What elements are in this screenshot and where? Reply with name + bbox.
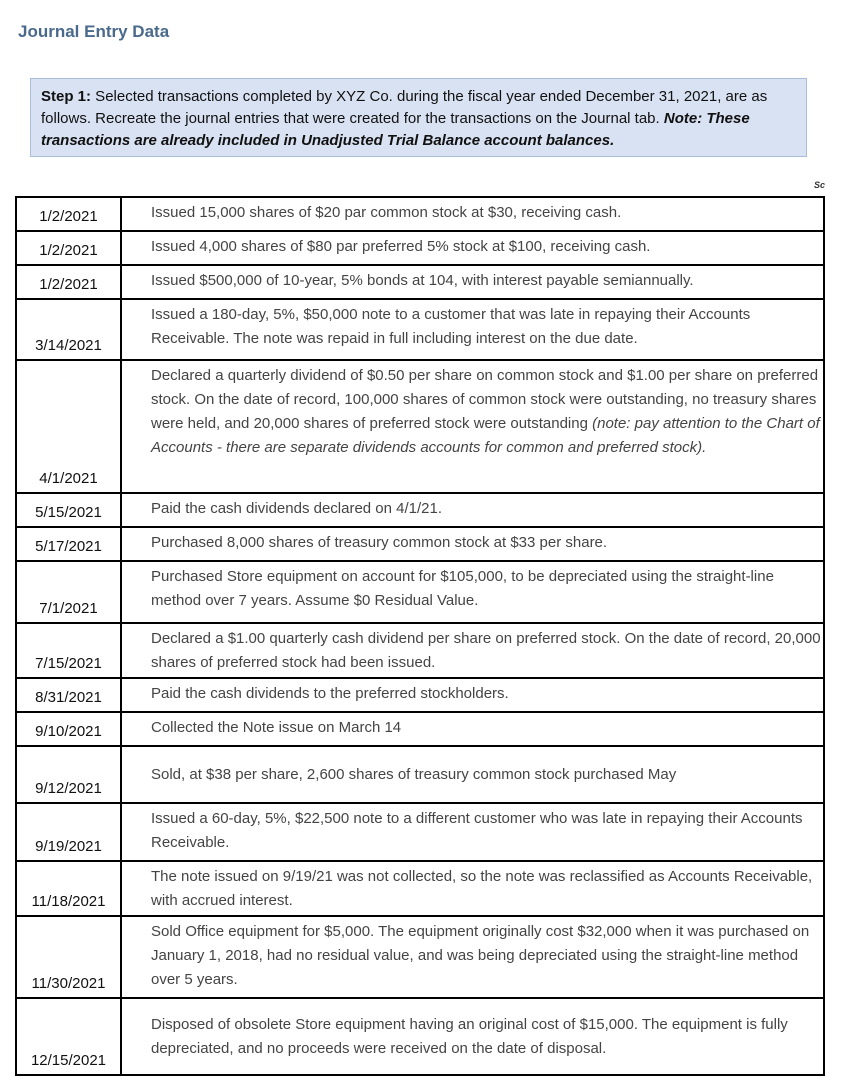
table-row bbox=[16, 360, 824, 493]
table-row bbox=[16, 493, 824, 527]
transaction-date: 9/19/2021 bbox=[16, 803, 121, 861]
step-label: Step 1: bbox=[41, 88, 92, 105]
transactions-table bbox=[15, 196, 825, 1076]
transaction-description: Issued a 60-day, 5%, $22,500 note to a different customer who was late in repaying their Accounts Receivable. bbox=[121, 803, 824, 861]
transaction-date: 1/2/2021 bbox=[16, 197, 121, 231]
transaction-date: 7/15/2021 bbox=[16, 623, 121, 678]
table-row bbox=[16, 916, 824, 998]
step-text: Selected transactions completed by XYZ Co. during the fiscal year ended December 31, 2021, are as follows. Recreate the journal entries that were created for the transactions on the Journal tab. bbox=[41, 88, 768, 127]
transaction-date: 11/30/2021 bbox=[16, 916, 121, 998]
table-row bbox=[16, 265, 824, 299]
table-row bbox=[16, 861, 824, 916]
transaction-description: Issued 4,000 shares of $80 par preferred 5% stock at $100, receiving cash. bbox=[121, 231, 824, 265]
table-row bbox=[16, 678, 824, 712]
table-row bbox=[16, 803, 824, 861]
transaction-date: 7/1/2021 bbox=[16, 561, 121, 623]
page-title: Journal Entry Data bbox=[18, 22, 170, 41]
clipped-column-header: Sc bbox=[814, 180, 826, 190]
table-row bbox=[16, 623, 824, 678]
table-row bbox=[16, 746, 824, 803]
table-row bbox=[16, 197, 824, 231]
dividend-note: (note: pay attention to the Chart of Accounts - there are separate dividends accounts for common and preferred stock). bbox=[151, 415, 820, 456]
transaction-description: Paid the cash dividends declared on 4/1/21. bbox=[121, 493, 824, 527]
transaction-description: Purchased Store equipment on account for $105,000, to be depreciated using the straight-line method over 7 years. Assume $0 Residual Value. bbox=[121, 561, 824, 623]
step-instructions-box bbox=[30, 78, 807, 157]
table-row bbox=[16, 299, 824, 360]
transaction-date: 9/10/2021 bbox=[16, 712, 121, 746]
table-row bbox=[16, 998, 824, 1075]
transaction-description: The note issued on 9/19/21 was not collected, so the note was reclassified as Accounts Receivable, with accrued interest. bbox=[121, 861, 824, 916]
transaction-date: 5/17/2021 bbox=[16, 527, 121, 561]
transaction-description bbox=[121, 360, 824, 493]
transaction-description: Collected the Note issue on March 14 bbox=[121, 712, 824, 746]
transaction-description: Issued a 180-day, 5%, $50,000 note to a customer that was late in repaying their Accounts Receivable. The note was repaid in full including interest on the due date. bbox=[121, 299, 824, 360]
transaction-date: 12/15/2021 bbox=[16, 998, 121, 1075]
transaction-description: Issued $500,000 of 10-year, 5% bonds at 104, with interest payable semiannually. bbox=[121, 265, 824, 299]
table-row bbox=[16, 527, 824, 561]
transaction-date: 11/18/2021 bbox=[16, 861, 121, 916]
step-note: Note: These transactions are already included in Unadjusted Trial Balance account balances. bbox=[41, 110, 750, 149]
transaction-date: 1/2/2021 bbox=[16, 265, 121, 299]
transaction-date: 9/12/2021 bbox=[16, 746, 121, 803]
transaction-description: Sold, at $38 per share, 2,600 shares of treasury common stock purchased May bbox=[121, 746, 824, 803]
transaction-date: 5/15/2021 bbox=[16, 493, 121, 527]
dividend-description-text: Declared a quarterly dividend of $0.50 per share on common stock and $1.00 per share on preferred stock. On the date of record, 100,000 shares of common stock were outstanding, no treasury shares were held, and 20,000 shares of preferred stock were outstanding bbox=[151, 367, 819, 432]
transaction-date: 4/1/2021 bbox=[16, 360, 121, 493]
transaction-description: Purchased 8,000 shares of treasury common stock at $33 per share. bbox=[121, 527, 824, 561]
transaction-description: Declared a $1.00 quarterly cash dividend per share on preferred stock. On the date of record, 20,000 shares of preferred stock had been issued. bbox=[121, 623, 824, 678]
transaction-description: Paid the cash dividends to the preferred stockholders. bbox=[121, 678, 824, 712]
table-row bbox=[16, 561, 824, 623]
table-row bbox=[16, 231, 824, 265]
transaction-description: Disposed of obsolete Store equipment having an original cost of $15,000. The equipment is fully depreciated, and no proceeds were received on the date of disposal. bbox=[121, 998, 824, 1075]
transaction-date: 3/14/2021 bbox=[16, 299, 121, 360]
transaction-date: 1/2/2021 bbox=[16, 231, 121, 265]
transaction-description: Sold Office equipment for $5,000. The equipment originally cost $32,000 when it was purchased on January 1, 2018, had no residual value, and was being depreciated using the straight-line method over 5 years. bbox=[121, 916, 824, 998]
transaction-date: 8/31/2021 bbox=[16, 678, 121, 712]
transaction-description: Issued 15,000 shares of $20 par common stock at $30, receiving cash. bbox=[121, 197, 824, 231]
table-row bbox=[16, 712, 824, 746]
